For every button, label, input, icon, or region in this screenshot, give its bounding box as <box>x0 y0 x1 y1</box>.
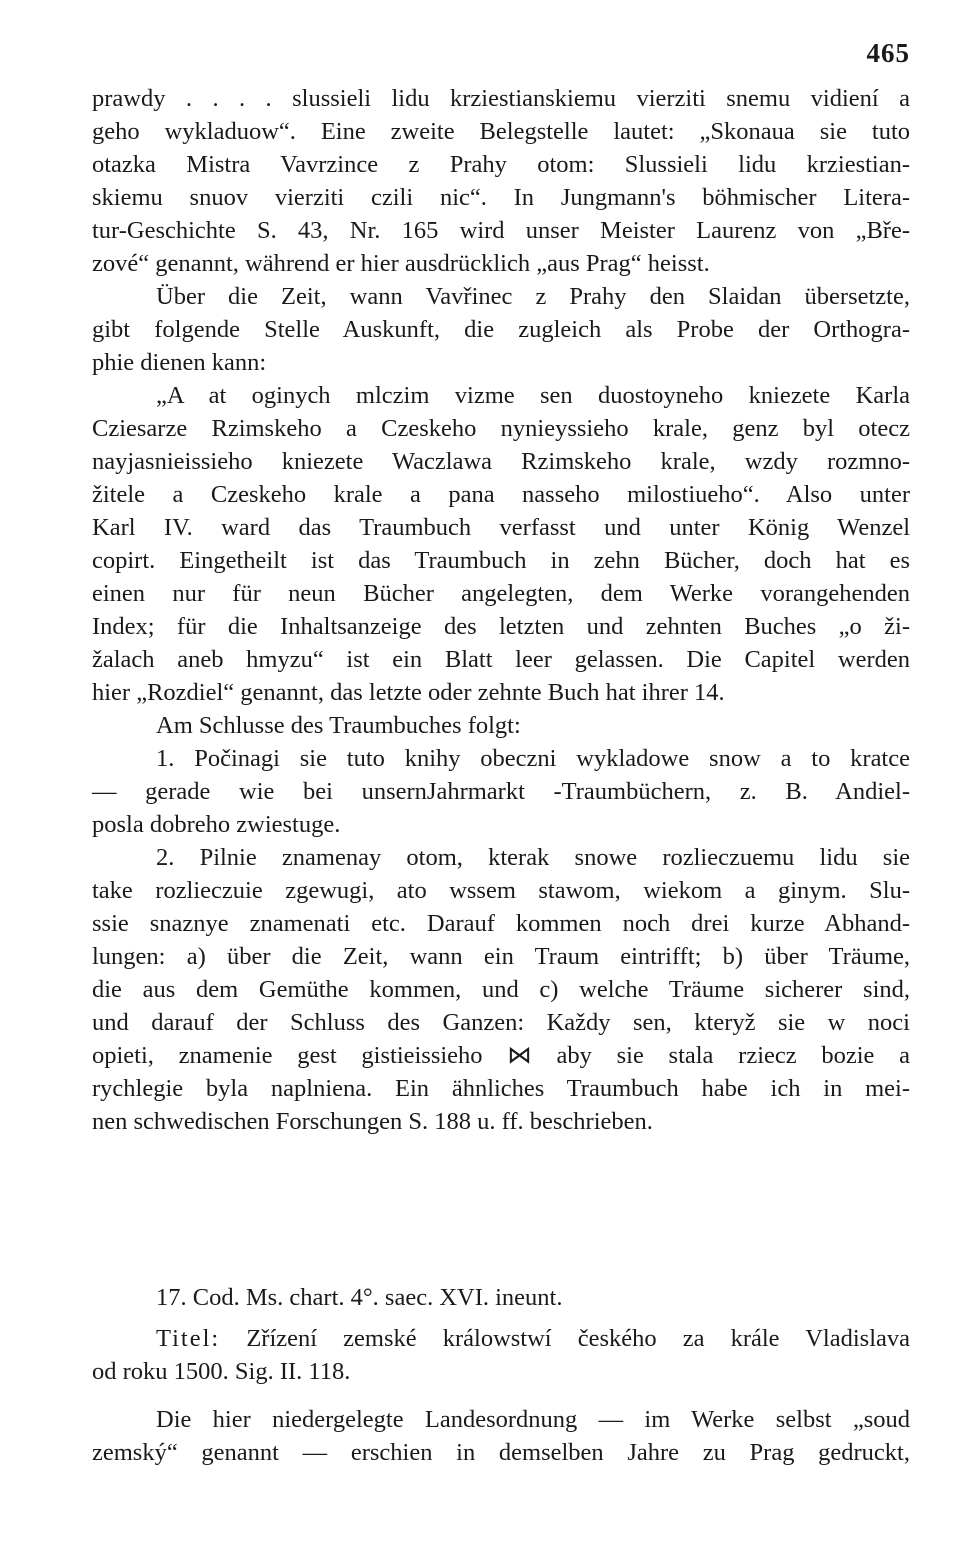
text-line: posla dobreho zwiestuge. <box>92 811 341 838</box>
entry-heading: 17. Cod. Ms. chart. 4°. saec. XVI. ineunt. <box>156 1284 563 1311</box>
final-line-1: Die hier niedergelegte Landesordnung — im Werke selbst „soud <box>156 1406 910 1433</box>
text-line: take rozlieczuie zgewugi, ato wssem stawom, wiekom a ginym. Slu- <box>92 877 910 904</box>
text-line: copirt. Eingetheilt ist das Traumbuch in zehn Bücher, doch hat es <box>92 547 910 574</box>
text-line: lungen: a) über die Zeit, wann ein Traum eintrifft; b) über Träume, <box>92 943 910 970</box>
titel-text: Zřízení zemské králowstwí českého za krále Vladislava <box>246 1325 910 1352</box>
text-line: skiemu snuov vierziti czili nic“. In Jungmann's böhmischer Litera- <box>92 184 910 211</box>
text-line: 1. Počinagi sie tuto knihy obeczni wykladowe snow a to kratce <box>156 745 910 772</box>
text-line: žitele a Czeskeho krale a pana nasseho milostiueho“. Also unter <box>92 481 910 508</box>
main-text <box>92 82 910 1138</box>
text-line: rychlegie byla naplniena. Ein ähnliches Traumbuch habe ich in mei- <box>92 1075 910 1102</box>
text-line: Am Schlusse des Traumbuches folgt: <box>156 712 521 739</box>
text-line: Index; für die Inhaltsanzeige des letzten und zehnten Buches „o ži- <box>92 613 910 640</box>
text-line: phie dienen kann: <box>92 349 267 376</box>
titel-label: Titel: <box>156 1325 221 1352</box>
text-line: Karl IV. ward das Traumbuch verfasst und unter König Wenzel <box>92 514 910 541</box>
text-line: tur-Geschichte S. 43, Nr. 165 wird unser Meister Laurenz von „Bře- <box>92 217 910 244</box>
text-line: einen nur für neun Bücher angelegten, dem Werke vorangehenden <box>92 580 910 607</box>
text-line: gibt folgende Stelle Auskunft, die zugleich als Probe der Orthogra- <box>92 316 910 343</box>
titel-line-2: od roku 1500. Sig. II. 118. <box>92 1358 351 1385</box>
page-number: 465 <box>866 38 910 68</box>
final-paragraph <box>92 1403 910 1469</box>
entry-heading-block <box>92 1281 910 1314</box>
final-line-2: zemský“ genannt — erschien in demselben Jahre zu Prag gedruckt, <box>92 1439 910 1466</box>
text-line: zové“ genannt, während er hier ausdrücklich „aus Prag“ heisst. <box>92 250 710 277</box>
titel-line-1 <box>92 1322 910 1355</box>
text-line: Über die Zeit, wann Vavřinec z Prahy den Slaidan übersetzte, <box>156 283 910 310</box>
text-line: žalach aneb hmyzu“ ist ein Blatt leer gelassen. Die Capitel werden <box>92 646 910 673</box>
text-line: ssie snaznye znamenati etc. Darauf kommen noch drei kurze Abhand- <box>92 910 910 937</box>
text-line: prawdy . . . . slussieli lidu krziestianskiemu vierziti snemu vidiení a <box>92 85 910 112</box>
text-line: und darauf der Schluss des Ganzen: Každy sen, kteryž sie w noci <box>92 1009 910 1036</box>
text-line: die aus dem Gemüthe kommen, und c) welche Träume sicherer sind, <box>92 976 910 1003</box>
text-line: opieti, znamenie gest gistieissieho ⋈ aby sie stala rziecz bozie a <box>92 1042 910 1069</box>
text-line: nen schwedischen Forschungen S. 188 u. ff. beschrieben. <box>92 1108 653 1135</box>
text-line: „A at oginych mlczim vizme sen duostoyneho kniezete Karla <box>156 382 910 409</box>
text-line: Cziesarze Rzimskeho a Czeskeho nynieyssieho krale, genz byl otecz <box>92 415 910 442</box>
text-line: hier „Rozdiel“ genannt, das letzte oder zehnte Buch hat ihrer 14. <box>92 679 725 706</box>
text-line: 2. Pilnie znamenay otom, kterak snowe rozlieczuemu lidu sie <box>156 844 910 871</box>
text-line: geho wykladuow“. Eine zweite Belegstelle lautet: „Skonaua sie tuto <box>92 118 910 145</box>
text-line: nayjasnieissieho kniezete Waczlawa Rzimskeho krale, wzdy rozmno- <box>92 448 910 475</box>
titel-block <box>92 1322 910 1388</box>
text-line: otazka Mistra Vavrzince z Prahy otom: Slussieli lidu krziestian- <box>92 151 910 178</box>
text-line: — gerade wie bei unsernJahrmarkt -Traumbüchern, z. B. Andiel- <box>92 778 910 805</box>
